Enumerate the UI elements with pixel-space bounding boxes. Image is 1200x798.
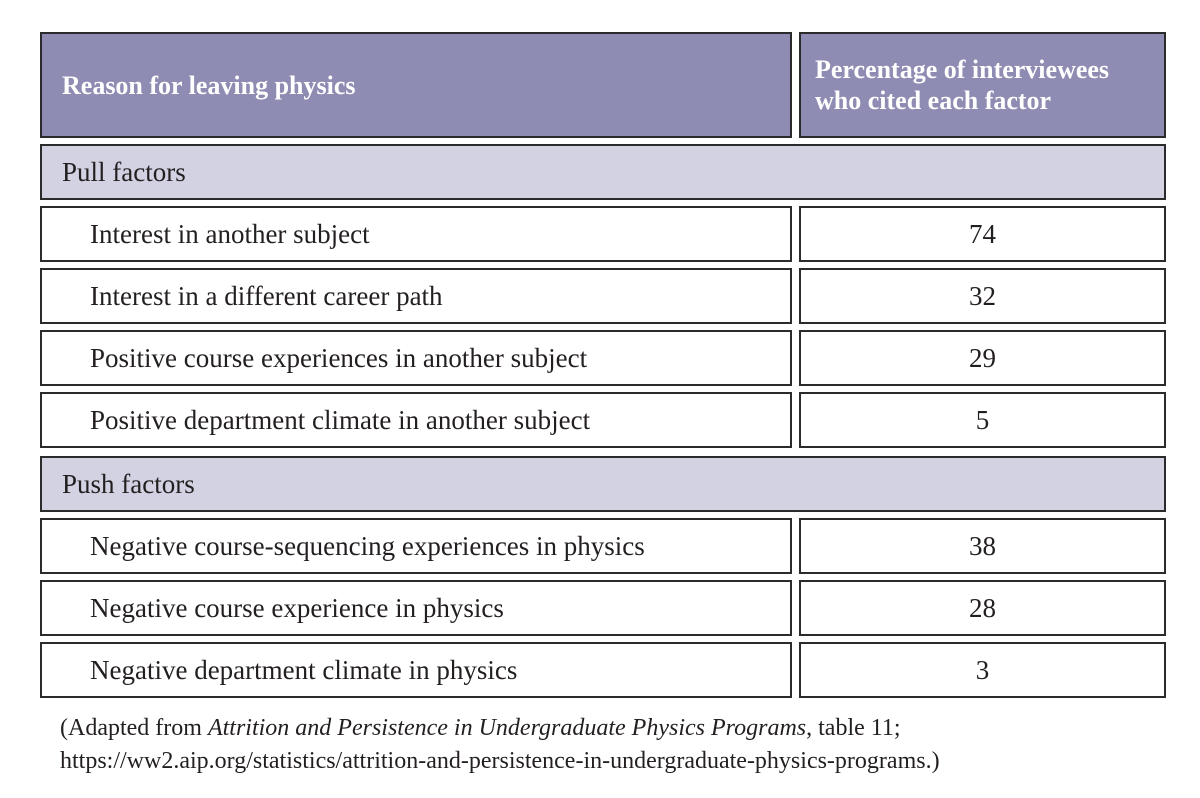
- percent-value: 5: [975, 404, 990, 435]
- header-percentage: [799, 32, 1166, 138]
- reason-text: Interest in another subject: [90, 218, 370, 249]
- caption-prefix: (Adapted from: [60, 715, 208, 741]
- caption-source-title: Attrition and Persistence in Undergraduate Physics Programs: [207, 715, 807, 741]
- header-percentage-line2: who cited each factor: [815, 86, 1052, 115]
- table-row-percent: [799, 642, 1166, 698]
- table-row-percent: [799, 206, 1166, 262]
- table-row-percent: [799, 518, 1166, 574]
- section-pull-factors: [40, 144, 1166, 200]
- table-row-percent: [799, 392, 1166, 448]
- table-row-reason: [40, 268, 792, 324]
- percent-value: 74: [969, 218, 996, 249]
- percent-value: 32: [969, 280, 996, 311]
- source-caption: [60, 712, 1170, 778]
- section-label: Pull factors: [62, 156, 186, 187]
- reason-text: Positive course experiences in another subject: [90, 342, 588, 373]
- table-row-percent: [799, 330, 1166, 386]
- table-row-reason: [40, 206, 792, 262]
- reason-text: Negative course experience in physics: [90, 592, 504, 623]
- table-row-reason: [40, 580, 792, 636]
- percent-value: 3: [975, 654, 990, 685]
- table-row-reason: [40, 642, 792, 698]
- section-label: Push factors: [62, 468, 195, 499]
- percent-value: 29: [969, 342, 996, 373]
- table-row-percent: [799, 268, 1166, 324]
- header-reason-label: Reason for leaving physics: [62, 70, 356, 100]
- section-push-factors: [40, 456, 1166, 512]
- reason-text: Negative course-sequencing experiences in physics: [90, 530, 645, 561]
- percent-value: 38: [969, 530, 996, 561]
- header-percentage-line1: Percentage of interviewees: [815, 55, 1110, 84]
- table-row-reason: [40, 330, 792, 386]
- reason-text: Negative department climate in physics: [90, 654, 518, 685]
- table-row-reason: [40, 392, 792, 448]
- caption-url: https://ww2.aip.org/statistics/attrition-and-persistence-in-undergraduate-physics-programs.): [60, 748, 940, 774]
- reason-text: Positive department climate in another subject: [90, 404, 591, 435]
- table-row-percent: [799, 580, 1166, 636]
- caption-suffix: , table 11;: [806, 715, 901, 741]
- header-reason: [40, 32, 792, 138]
- reason-text: Interest in a different career path: [90, 280, 443, 311]
- table-row-reason: [40, 518, 792, 574]
- percent-value: 28: [969, 592, 996, 623]
- caption-line1: [60, 712, 1170, 745]
